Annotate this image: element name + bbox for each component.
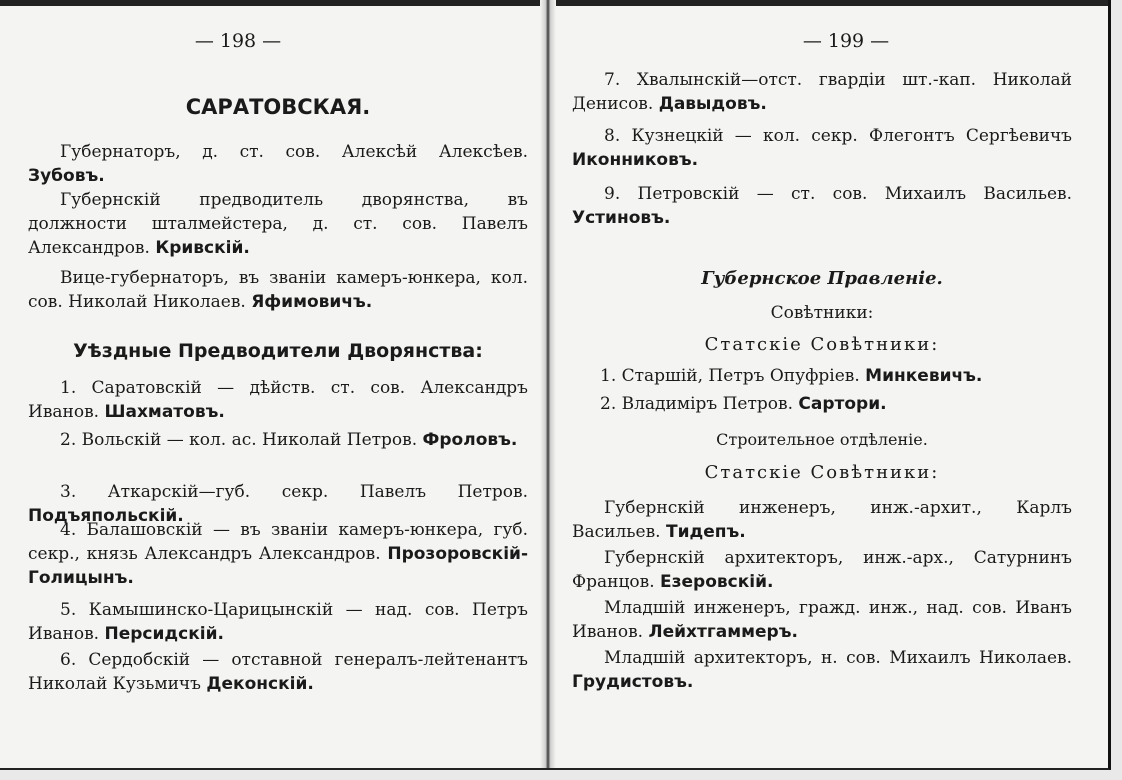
list-item: 3. Аткарскій—губ. секр. Павелъ Петров. Подъяпольскій. xyxy=(28,482,528,526)
page-number-198: — 198 — xyxy=(194,30,282,52)
list-item: Младшій инженеръ, гражд. инж., над. сов. Иванъ Иванов. Лейхтгаммеръ. xyxy=(572,598,1072,642)
right-page xyxy=(572,0,1072,768)
marshal-entry: Губернскій предводитель дворянства, въ должности шталмейстера, д. ст. сов. Павелъ Александров. Кривскій. xyxy=(28,190,528,258)
construction-state-label: Статскіе Совѣтники: xyxy=(704,462,940,483)
left-page xyxy=(28,0,528,768)
page-title: САРАТОВСКАЯ. xyxy=(185,95,371,119)
list-item: Губернскій инженеръ, инж.-архит., Карлъ Васильев. Тидепъ. xyxy=(572,498,1072,542)
book-spine xyxy=(540,0,556,768)
list-item: Губернскій архитекторъ, инж.-арх., Сатурнинъ Францов. Езеровскій. xyxy=(572,548,1072,592)
list-item: 8. Кузнецкій — кол. секр. Флегонтъ Сергѣевичъ Иконниковъ. xyxy=(572,126,1072,170)
list-item: 2. Вольскій — кол. ас. Николай Петров. Фроловъ. xyxy=(60,430,518,450)
councillors-label: Совѣтники: xyxy=(770,303,874,323)
list-item: 5. Камышинско-Царицынскій — над. сов. Петръ Иванов. Персидскій. xyxy=(28,600,528,644)
list-item: 1. Старшій, Петръ Опуфріев. Минкевичъ. xyxy=(600,366,983,386)
list-item: 4. Балашовскій — въ званіи камеръ-юнкера, губ. секр., князь Александръ Александров. Прозоровскій-Голицынъ. xyxy=(28,520,529,588)
list-item: 9. Петровскій — ст. сов. Михаилъ Васильев. Устиновъ. xyxy=(572,184,1072,228)
list-item: Младшій архитекторъ, н. сов. Михаилъ Николаев. Грудистовъ. xyxy=(572,648,1072,692)
vice-governor-entry: Вице-губернаторъ, въ званіи камеръ-юнкера, кол. сов. Николай Николаев. Яфимовичъ. xyxy=(28,268,528,312)
board-heading: Губернское Правленіе. xyxy=(701,268,943,289)
governor-entry: Губернаторъ, д. ст. сов. Алексѣй Алексѣев. Зубовъ. xyxy=(28,142,528,186)
state-councillors-label: Статскіе Совѣтники: xyxy=(704,334,940,355)
list-item: 2. Владиміръ Петров. Сартори. xyxy=(600,394,887,414)
page-number-199: — 199 — xyxy=(802,30,890,52)
list-item: 6. Сердобскій — отставной генералъ-лейтенантъ Николай Кузьмичъ Деконскій. xyxy=(28,650,528,694)
construction-label: Строительное отдѣленіе. xyxy=(716,430,928,449)
district-heading: Уѣздные Предводители Дворянства: xyxy=(73,340,483,362)
list-item: 1. Саратовскій — дѣйств. ст. сов. Александръ Иванов. Шахматовъ. xyxy=(28,378,528,422)
list-item: 7. Хвалынскій—отст. гвардіи шт.-кап. Николай Денисов. Давыдовъ. xyxy=(572,70,1072,114)
